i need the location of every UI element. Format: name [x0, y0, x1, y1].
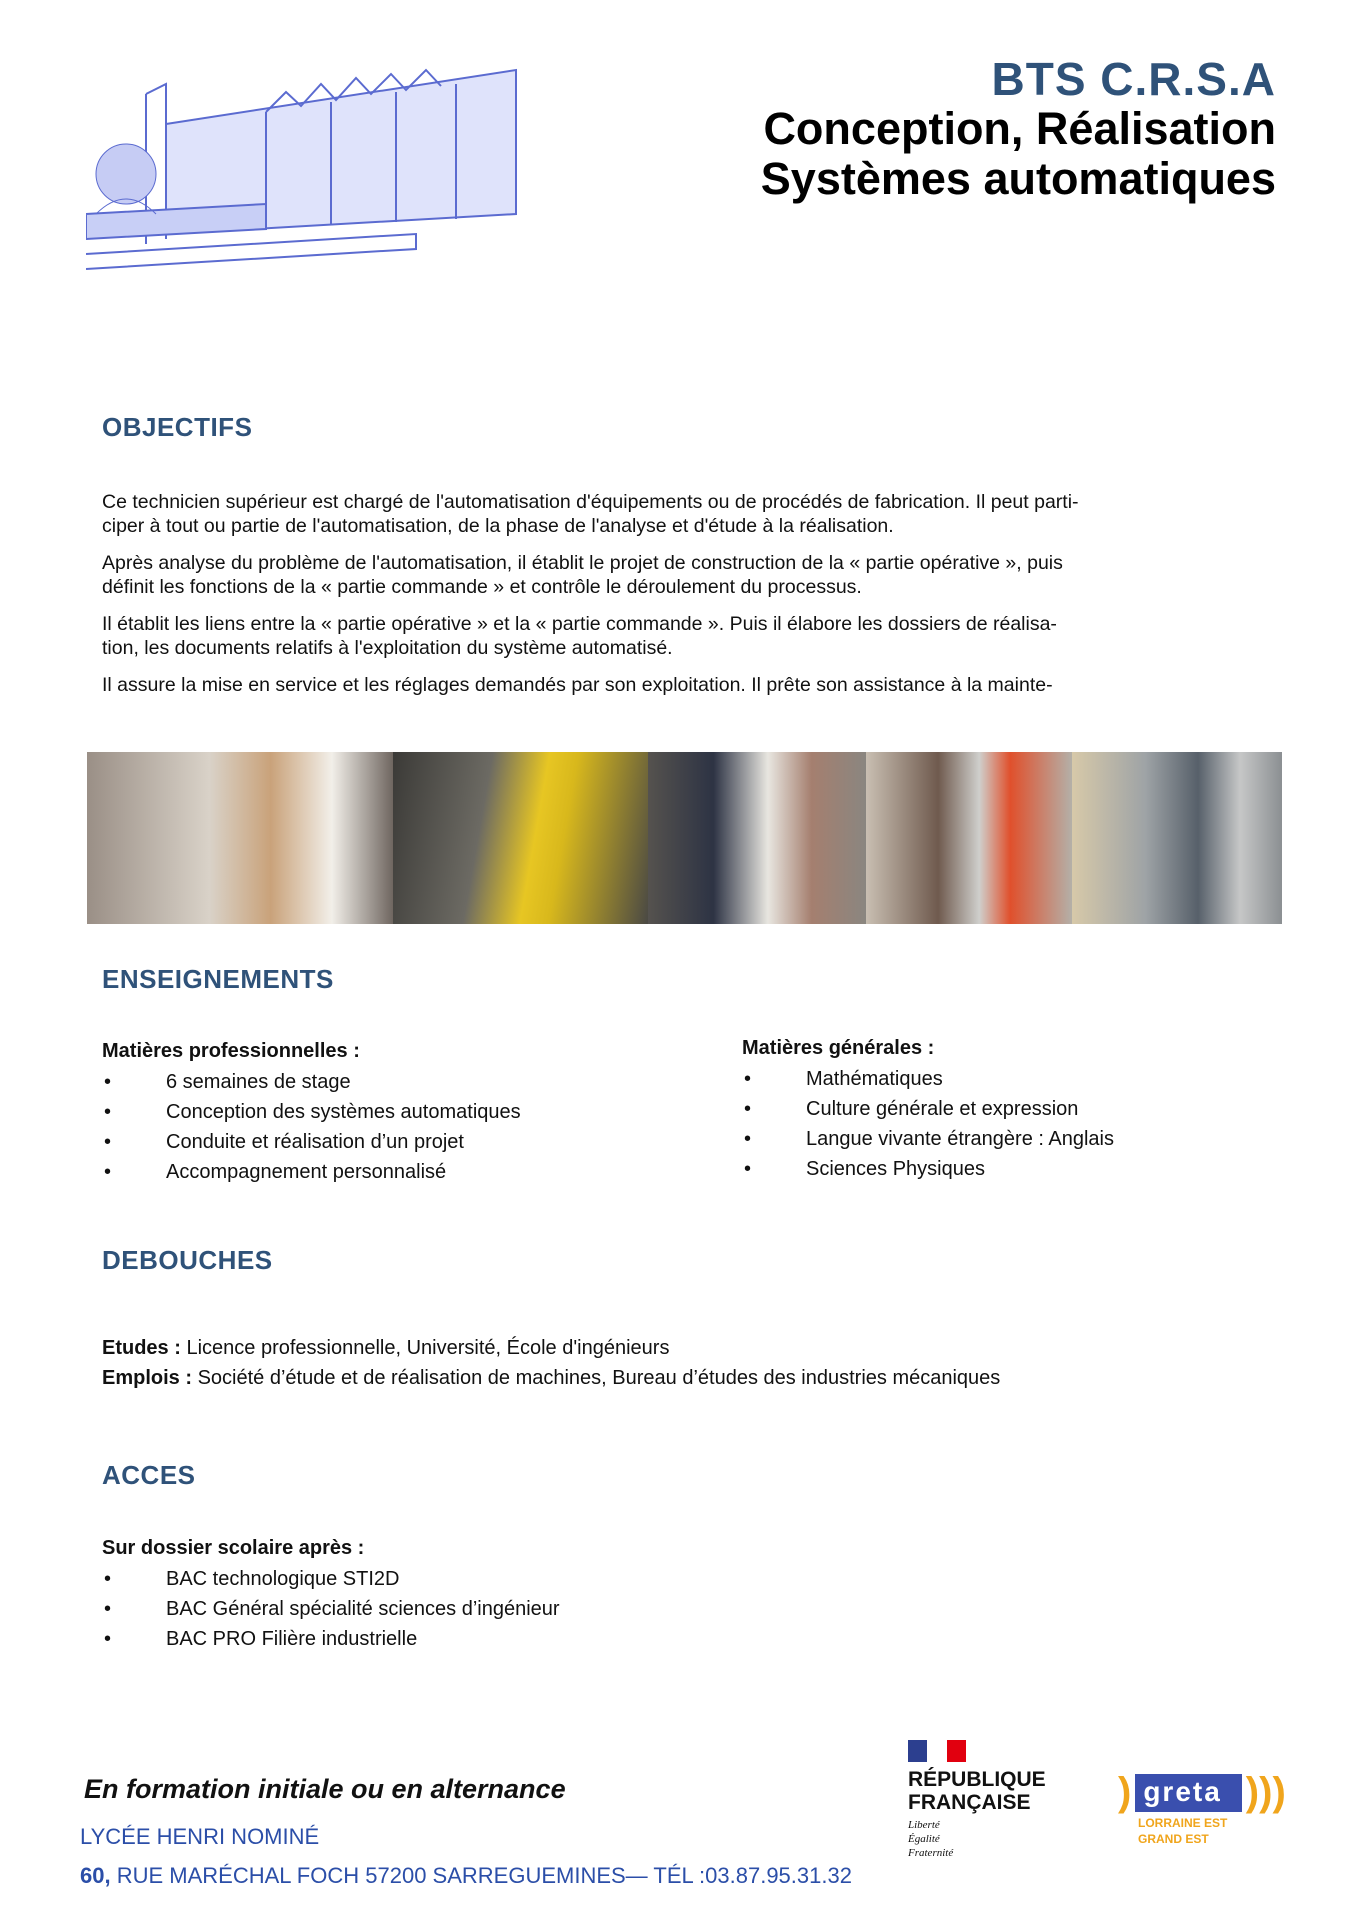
paragraph	[102, 551, 1282, 599]
photo-strip	[87, 752, 1282, 924]
acces-list	[102, 1537, 560, 1654]
line: Il assure la mise en service et les réglages demandés par son exploitation. Il prête son assistance à la mainte-	[102, 674, 1053, 696]
republique-francaise-logo	[908, 1740, 1048, 1860]
list-item: • 6 semaines de stage	[102, 1067, 521, 1097]
list-title: Sur dossier scolaire après :	[102, 1537, 365, 1559]
list-item: • Conception des systèmes automatiques	[102, 1097, 521, 1127]
list-title: Matières professionnelles :	[102, 1040, 360, 1062]
waves-icon: )))	[1245, 1770, 1286, 1814]
photo-robot-arm	[393, 752, 648, 924]
list-item: • Culture générale et expression	[742, 1094, 1114, 1124]
general-subjects	[742, 1037, 1114, 1184]
paragraph	[102, 490, 1282, 538]
etudes-value: Licence professionnelle, Université, École d'ingénieurs	[180, 1337, 670, 1359]
title-line: Systèmes automatiques	[760, 153, 1276, 204]
line: Il établit les liens entre la « partie opérative » et la « partie commande ». Puis il élabore les dossiers de réalisa-	[102, 613, 1057, 635]
heading-objectifs: OBJECTIFS	[102, 412, 253, 442]
program-code: BTS C.R.S.A	[991, 53, 1276, 105]
list-item: • Mathématiques	[742, 1064, 1114, 1094]
debouches-text	[102, 1333, 1000, 1393]
line: Ce technicien supérieur est chargé de l'automatisation d'équipements ou de procédés de fabrication. Il peut parti-	[102, 491, 1079, 513]
list-item: • Accompagnement personnalisé	[102, 1157, 521, 1187]
greta-sub: GRAND EST	[1138, 1832, 1209, 1846]
etudes-label: Etudes :	[102, 1337, 181, 1359]
list-item: • Conduite et réalisation d’un projet	[102, 1127, 521, 1157]
school-building-sketch	[86, 64, 522, 276]
rf-motto: Liberté	[908, 1819, 940, 1831]
heading-debouches: DEBOUCHES	[102, 1245, 273, 1275]
heading-enseignements: ENSEIGNEMENTS	[102, 964, 334, 994]
address-number: 60,	[80, 1863, 111, 1888]
paragraph	[102, 673, 1282, 697]
greta-logo	[1118, 1770, 1298, 1847]
school-address	[80, 1863, 852, 1889]
list-item: • Sciences Physiques	[742, 1154, 1114, 1184]
line: tion, les documents relatifs à l'exploitation du système automatisé.	[102, 637, 673, 659]
list-item: • BAC PRO Filière industrielle	[102, 1624, 560, 1654]
address-text: RUE MARÉCHAL FOCH 57200 SARREGUEMINES— TÉL :03.87.95.31.32	[110, 1863, 852, 1888]
french-flag-icon	[908, 1740, 966, 1762]
emplois-label: Emplois :	[102, 1367, 193, 1389]
school-name: LYCÉE HENRI NOMINÉ	[80, 1824, 320, 1849]
list-title: Matières générales :	[742, 1037, 935, 1059]
line: définit les fonctions de la « partie commande » et contrôle le déroulement du processus.	[102, 576, 862, 598]
rf-motto: Égalité	[908, 1833, 940, 1845]
rf-line: FRANÇAISE	[908, 1791, 1031, 1814]
list-item: • BAC Général spécialité sciences d’ingénieur	[102, 1594, 560, 1624]
photo-group-work	[648, 752, 866, 924]
emplois-value: Société d’étude et de réalisation de machines, Bureau d’études des industries mécaniques	[192, 1367, 1001, 1389]
line: ciper à tout ou partie de l'automatisation, de la phase de l'analyse et d'étude à la réalisation.	[102, 515, 894, 537]
photo-lab-machine	[866, 752, 1072, 924]
program-title	[761, 104, 1276, 204]
objectifs-text	[102, 490, 1282, 710]
greta-wordmark: greta	[1135, 1774, 1241, 1812]
list-item: • Langue vivante étrangère : Anglais	[742, 1124, 1114, 1154]
title-line: Conception, Réalisation	[763, 103, 1276, 154]
paragraph	[102, 612, 1282, 660]
line: Après analyse du problème de l'automatisation, il établit le projet de construction de la « partie opérative », puis	[102, 552, 1063, 574]
formation-tagline: En formation initiale ou en alternance	[84, 1774, 566, 1804]
photo-workstation	[1072, 752, 1282, 924]
bracket-icon: )	[1118, 1770, 1132, 1814]
pro-subjects	[102, 1040, 521, 1187]
photo-student-writing	[87, 752, 393, 924]
rf-motto: Fraternité	[908, 1847, 954, 1859]
greta-sub: LORRAINE EST	[1138, 1816, 1228, 1830]
rf-line: RÉPUBLIQUE	[908, 1768, 1046, 1791]
heading-acces: ACCES	[102, 1460, 196, 1490]
list-item: • BAC technologique STI2D	[102, 1564, 560, 1594]
